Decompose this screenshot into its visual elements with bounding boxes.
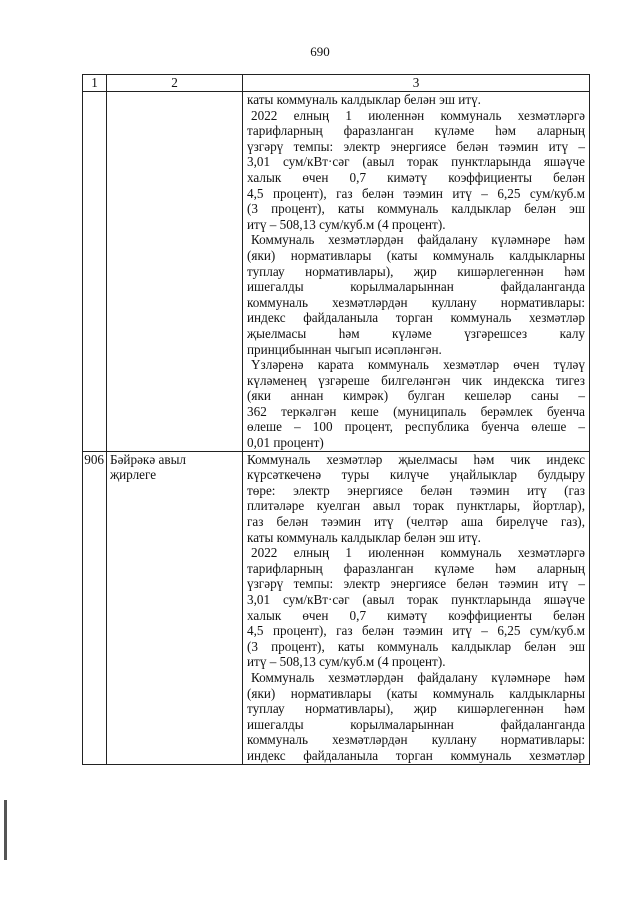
page-number: 690 [310,44,330,59]
text-line: өлеше – 100 процент, республика буенча өлеше – [247,419,585,435]
row-number-cell: 906 [83,451,107,764]
row-number-cell [83,92,107,452]
text-line: 2022 елның 1 июленнән коммуналь хезмәтләргә [251,107,585,123]
text-line: 362 теркәлгән кеше (муниципаль берәмлек буенча [247,403,585,419]
text-line: халык өчен 0,7 кимәтү коэффициенты белән [247,169,585,185]
text-line: (3 процент), каты коммуналь калдыклар белән эш [247,201,585,217]
text-line: газ белән тәэмин итү (челтәр аша бирелүче газ), [247,514,585,530]
text-line: индекс файдаланыла торган коммуналь хезмәтләр [247,747,585,763]
text-line: индекс файдаланыла торган коммуналь хезмәтләр [247,310,585,326]
text-line: 4,5 процент), газ белән тәэмин итү – 6,25 сум/куб.м [247,185,585,201]
text-line: тарифларның фаразланган күләме һәм аларның [247,560,585,576]
text-line: 3,01 сум/кВт·сәг (авыл торак пунктларында яшәүче [247,154,585,170]
text-line: плитәләре куелган авыл торак пунктлары, йортлар), [247,498,585,514]
text-line: күрсәткеченә туры килүче уңайлыклар булдыру [247,467,585,483]
row-text [247,452,585,764]
text-line: итү – 508,13 сум/куб.м (4 процент). [247,654,446,670]
text-line: туплау нормативлары), җир кишәрлегеннән һәм [247,701,585,717]
text-line: коммуналь хезмәтләрдән куллану нормативлары: [247,732,585,748]
table-row [83,92,590,452]
text-line: каты коммуналь калдыклар белән эш итү. [247,92,481,107]
text-line: үзгәрү темпы: электр энергиясе белән тәэмин итү – [247,138,585,154]
text-line: 2022 елның 1 июленнән коммуналь хезмәтләргә [251,545,585,561]
text-line: 3,01 сум/кВт·сәг (авыл торак пунктларында яшәүче [247,592,585,607]
table-header-row [83,75,590,92]
header-col-1: 1 [83,75,107,92]
row-name-cell [107,92,243,452]
text-line: коммуналь хезмәтләрдән куллану нормативлары: [247,294,585,310]
header-col-2: 2 [107,75,243,92]
text-line: Үзләренә карата коммуналь хезмәтләр өчен түләү [251,357,585,373]
text-line: төре: электр энергиясе белән тәэмин итү (газ [247,482,585,498]
row-text-cell [243,451,590,764]
header-col-3: 3 [243,75,590,92]
text-line: җыелмасы һәм күләме үзгәрешсез калу [247,325,585,341]
settlement-name-line: Бәйрәкә авыл [110,451,187,467]
text-line: (3 процент), каты коммуналь калдыклар белән эш [247,638,585,654]
text-line: каты коммуналь калдыклар белән эш итү. [247,529,481,545]
settlement-name-line: җирлеге [110,467,157,483]
text-line: халык өчен 0,7 кимәтү коэффициенты белән [247,607,585,623]
text-line: итү – 508,13 сум/куб.м (4 процент). [247,216,446,232]
text-line: (яки) нормативлары (каты коммуналь калдыкларны [247,247,585,263]
row-name-cell [107,451,243,764]
text-line: күләменең үзгәреше билгеләнгән чик индекска тигез [247,372,585,388]
text-line: Коммуналь хезмәтләр җыелмасы һәм чик индекс [247,451,585,467]
text-line: үзгәрү темпы: электр энергиясе белән тәэмин итү – [247,576,585,592]
text-line: Коммуналь хезмәтләрдән файдалану күләмнәре һәм [251,232,585,248]
document-table [82,74,590,765]
text-line: 0,01 процент) [247,435,324,451]
text-line: (яки) нормативлары (каты коммуналь калдыкларны [247,685,585,701]
text-line: тарифларның фаразланган күләме һәм аларның [247,123,585,139]
text-line: 4,5 процент), газ белән тәэмин итү – 6,25 сум/куб.м [247,623,585,639]
text-line: (яки аннан кимрәк) булган кешеләр саны – [247,388,585,404]
table-row [83,451,590,764]
text-line: Коммуналь хезмәтләрдән файдалану күләмнәре һәм [251,669,585,685]
row-text [247,92,585,451]
text-line: ишегалды корылмаларыннан файдаланганда [247,716,585,732]
text-line: туплау нормативлары), җир кишәрлегеннән һәм [247,263,585,279]
scan-edge-mark [4,800,7,860]
text-line: ишегалды корылмаларыннан файдаланганда [247,279,585,295]
row-text-cell [243,92,590,452]
text-line: принцибыннан чыгып исәпләнгән. [247,341,442,357]
